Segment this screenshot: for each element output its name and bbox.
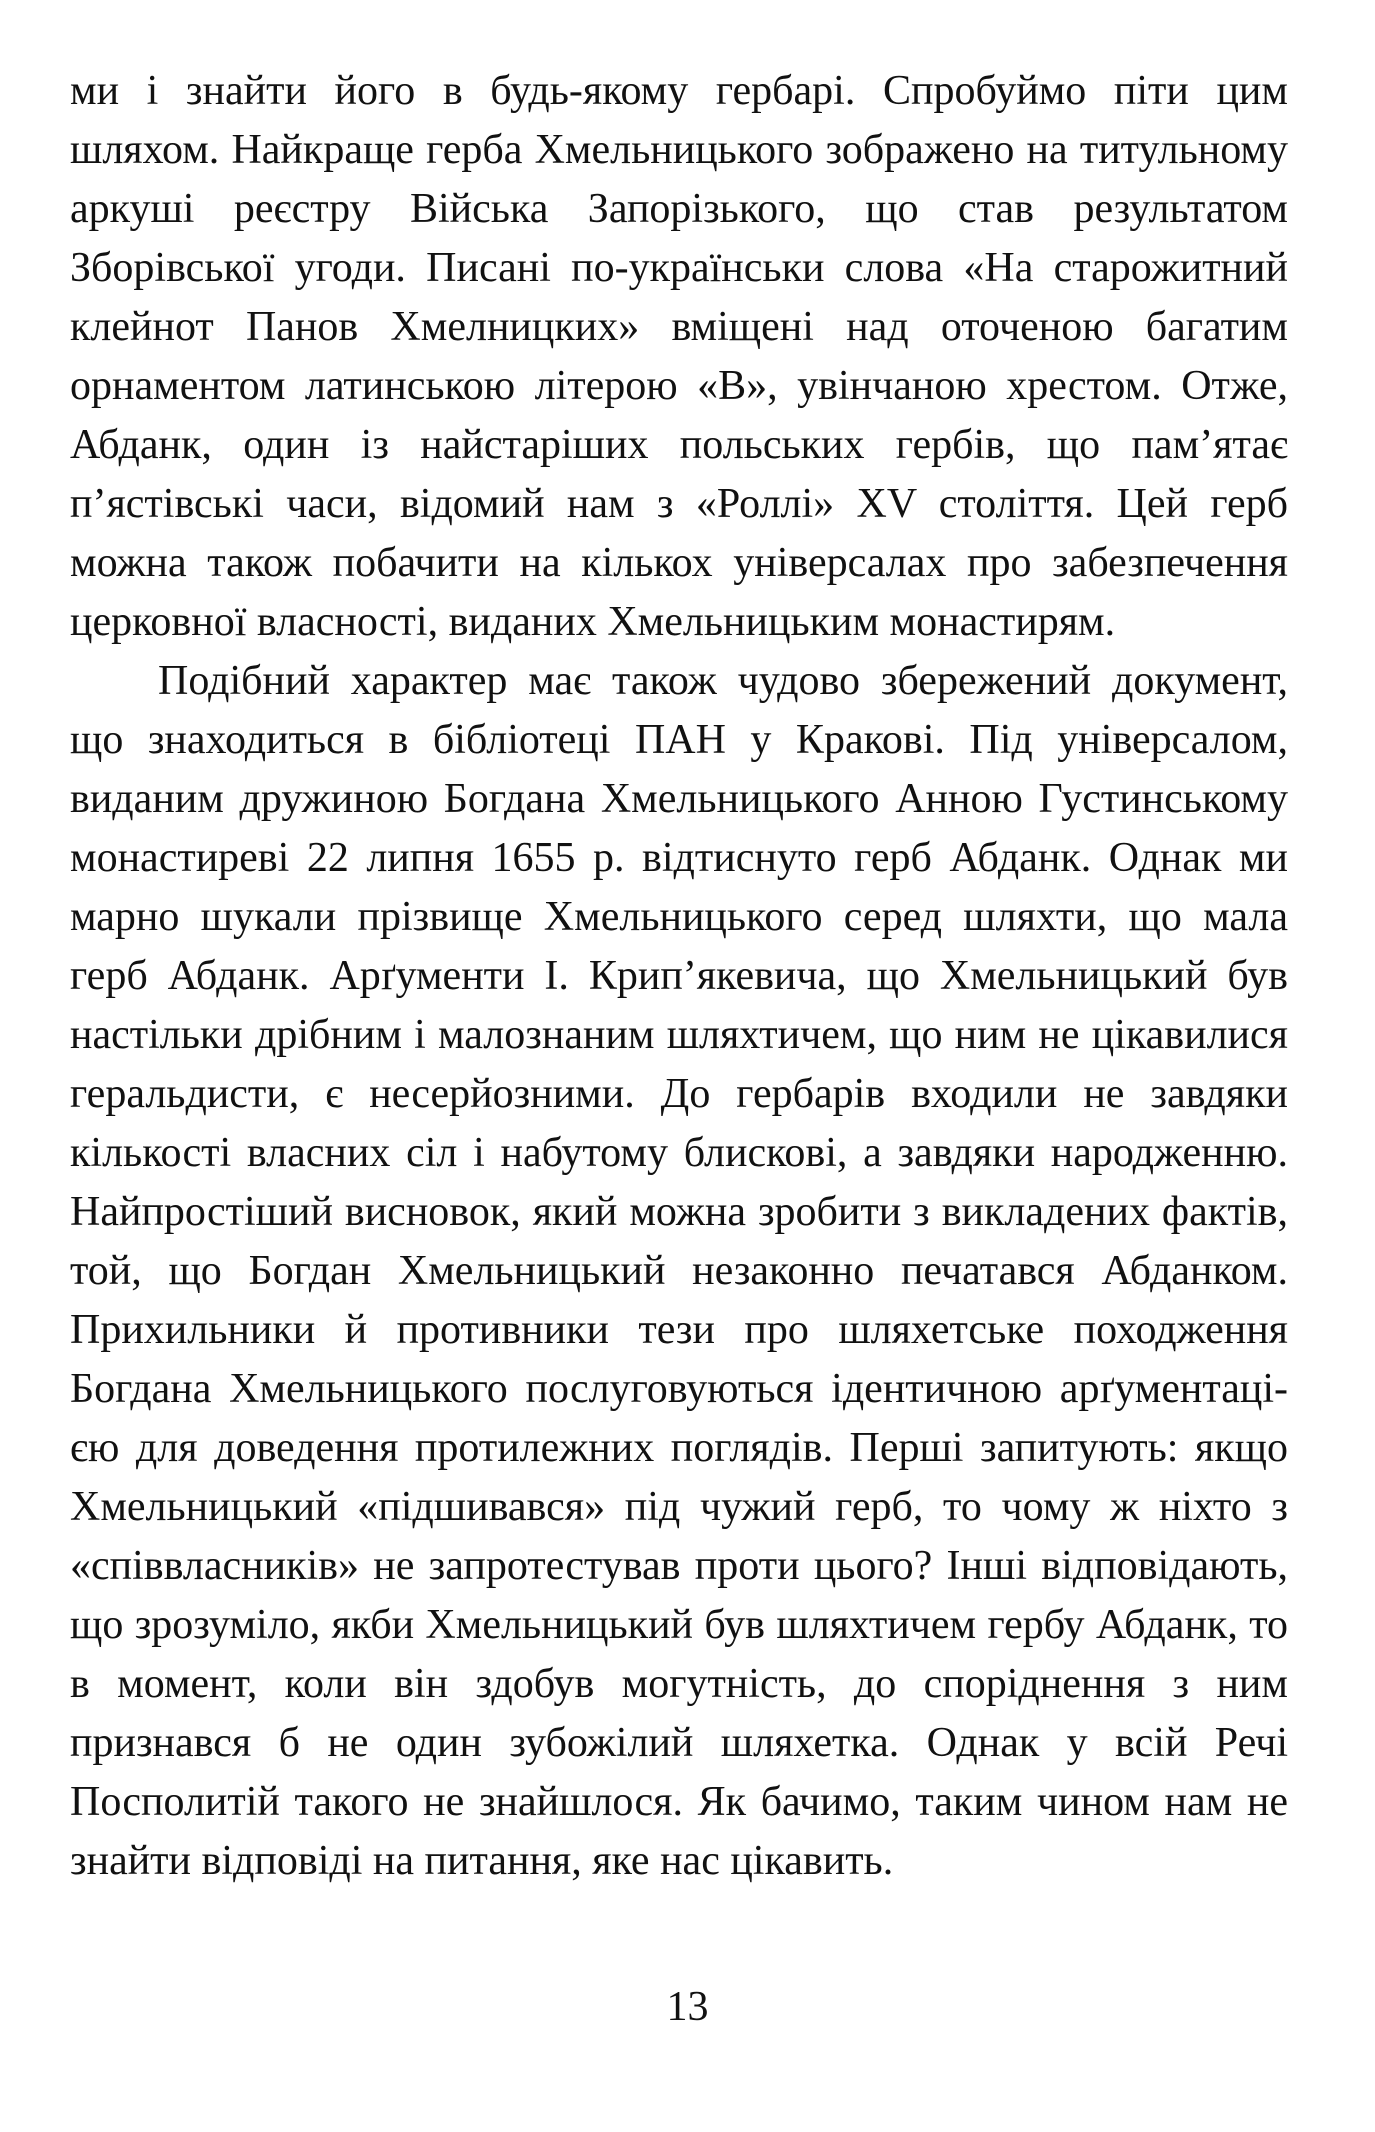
paragraph-1: ми і знайти його в будь-якому гербарі. Спробуймо піти цим шляхом. Найкраще герба Хмельницького зображено на титульному аркуші реєстру Війська Запорізького, що став результатом Зборівської угоди. Писані по-українськи слова «На старожитний клейнот Панов Хмелницких» вміщені над оточеною багатим орнаментом латинською літерою «B», увінчаною хрестом. Отже, Абданк, один із найстаріших польських гербів, що пам’ятає п’ястівські часи, відомий нам з «Роллі» XV століття. Цей герб можна також побачити на кількох універсалах про забезпечення церковної власності, виданих Хмельницьким монастирям.	[70, 68, 1288, 645]
page-number: 13	[666, 1984, 709, 2030]
paragraph-2: Подібний характер має також чудово збережений документ, що знаходиться в бібліотеці ПАН у Кракові. Під універсалом, виданим дружиною Богдана Хмельницького Анною Густинському монастиреві 22 липня 1655 р. відтиснуто герб Абданк. Однак ми марно шукали прізвище Хмельницького серед шляхти, що мала герб Абданк. Арґументи І. Крип’якевича, що Хмельницький був настільки дрібним і малознаним шляхтичем, що ним не цікавилися геральдисти, є несерйозними. До гербарів входили не завдяки кількості власних сіл і набутому блискові, а завдяки народженню. Найпростіший висновок, який можна зробити з викладених фактів, той, що Богдан Хмельницький незаконно печатався Абданком. Прихильники й противники тези про шляхетське походження Богдана Хмельницького послуговуються ідентичною арґументацією для доведення протилежних поглядів. Перші запитують: якщо Хмельницький «підшивався» під чужий герб, то чому ж ніхто з «співвласників» не запротестував проти цього? Інші відповідають, що зрозуміло, якби Хмельницький був шляхтичем гербу Абданк, то в момент, коли він здобув могутність, до споріднення з ним признався б не один зубожілий шляхетка. Однак у всій Речі Посполитій такого не знайшлося. Як бачимо, таким чином нам не знайти відповіді на питання, яке нас цікавить.	[70, 658, 1288, 1884]
page-body	[70, 62, 1288, 1891]
